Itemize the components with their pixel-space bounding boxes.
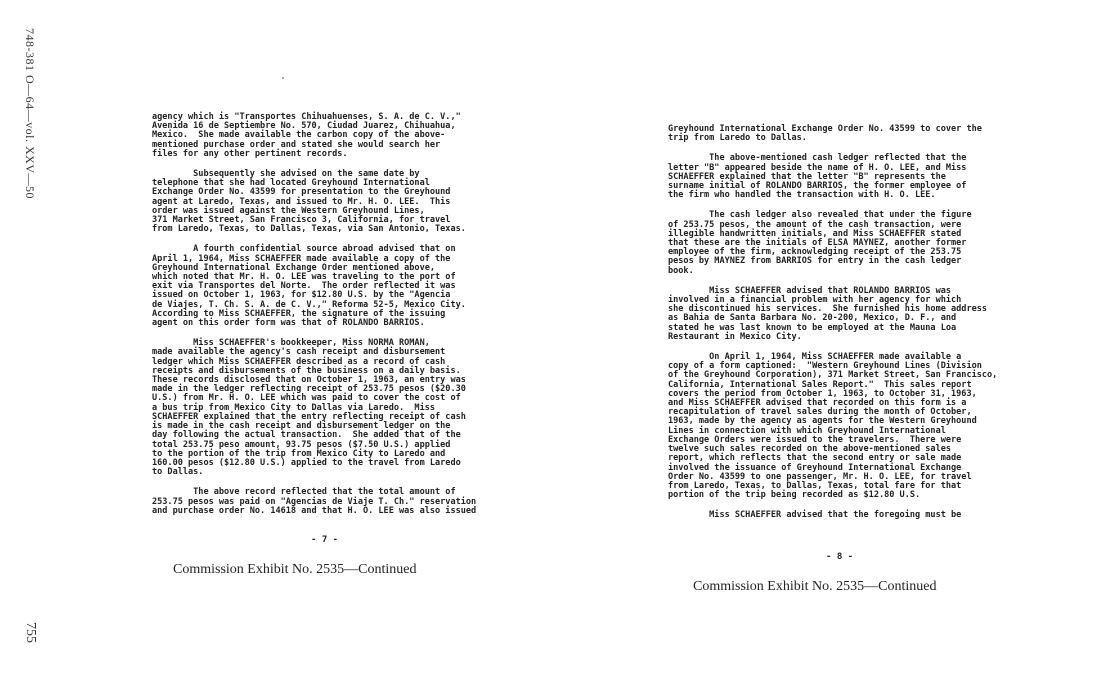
left-exhibit-caption: Commission Exhibit No. 2535—Continued <box>173 562 417 577</box>
right-paragraph-5: On April 1, 1964, Miss SCHAEFFER made available a copy of a form captioned: "Western Greyhound Lines (Division of the Greyhound Corporation), 371 Market Street, San Francisco, California, International Sales Report." This sales report covers the period from October 1, 1963, to October 31, 1963, and Miss SCHAEFFER advised that recorded on this form is a recapitulation of travel sales during the month of October, 1963, made by the agency as agents for the Western Greyhound Lines in connection with which Greyhound International Exchange Orders were issued to the travelers. There were twelve such sales recorded on the above-mentioned sales report, which reflects that the second entry or sale made involved the issuance of Greyhound International Exchange Order No. 43599 to one passenger, Mr. H. O. LEE, for travel from Laredo, Texas, to Dallas, Texas, total fare for that portion of the trip being recorded as $12.80 U.S. <box>668 352 998 501</box>
left-paragraph-1: agency which is "Transportes Chihuahuenses, S. A. de C. V.," Avenida 16 de Septiembre No. 570, Ciudad Juarez, Chihuahua, Mexico. She made available the carbon copy of the above- mentioned purchase order and stated she would search her files for any other pertinent records. <box>152 112 461 159</box>
scan-speck <box>282 77 284 79</box>
left-paragraph-5: The above record reflected that the total amount of 253.75 pesos was paid on "Agencias de Viaje T. Ch." reservation and purchase order No. 14618 and that H. O. LEE was also issued <box>152 487 477 516</box>
right-page-body <box>668 125 1020 532</box>
right-exhibit-caption: Commission Exhibit No. 2535—Continued <box>693 579 937 594</box>
left-page-body <box>152 113 514 527</box>
left-page-number: - 7 - <box>311 535 339 545</box>
right-paragraph-2: The above-mentioned cash ledger reflected that the letter "B" appeared beside the name of H. O. LEE, and Miss SCHAEFFER explained that the letter "B" represents the surname initial of ROLANDO BARRIOS, the former employee of the firm who handled the transaction with H. O. LEE. <box>668 153 967 201</box>
left-paragraph-4: Miss SCHAEFFER's bookkeeper, Miss NORMA ROMAN, made available the agency's cash receipt and disbursement ledger which Miss SCHAEFFER described as a record of cash receipts and disbursements of the business on a daily basis. These records disclosed that on October 1, 1963, an entry was made in the ledger reflecting receipt of 253.75 pesos ($20.30 U.S.) from Mr. H. O. LEE which was paid to cover the cost of a bus trip from Mexico City to Dallas via Laredo. Miss SCHAEFFER explained that the entry reflecting receipt of cash is made in the cash receipt and disbursement ledger on the day following the actual transaction. She added that of the total 253.75 peso amount, 93.75 pesos ($7.50 U.S.) applied to the portion of the trip from Mexico City to Laredo and 160.00 pesos ($12.80 U.S.) applied to the travel from Laredo to Dallas. <box>152 338 466 478</box>
right-paragraph-4: Miss SCHAEFFER advised that ROLANDO BARRIOS was involved in a financial problem with her agency for which she discontinued his services. She furnished his home address as Bahia de Santa Barbara No. 20-200, Mexico, D. F., and stated he was last known to be employed at the Mauna Loa Restaurant in Mexico City. <box>668 285 988 342</box>
left-paragraph-3: A fourth confidential source abroad advised that on April 1, 1964, Miss SCHAEFFER made available a copy of the Greyhound International Exchange Order mentioned above, which noted that Mr. H. O. LEE was traveling to the port of exit via Transportes del Norte. The order reflected it was issued on October 1, 1963, for $12.80 U.S. by the "Agencia de Viajes, T. Ch. S. A. de C. V.," Reforma 52-5, Mexico City. According to Miss SCHAEFFER, the signature of the issuing agent on this order form was that of ROLANDO BARRIOS. <box>152 244 466 329</box>
margin-page-number: 755 <box>23 622 38 643</box>
volume-margin-note: 748-381 O—64—vol. XXV—50 <box>23 28 37 199</box>
left-paragraph-2: Subsequently she advised on the same date by telephone that she had located Greyhound International Exchange Order No. 43599 for presentation to the Greyhound agent at Laredo, Texas, and issued to Mr. H. O. LEE. This order was issued against the Western Greyhound Lines, 371 Market Street, San Francisco 3, California, for travel from Laredo, Texas, to Dallas, Texas, via San Antonio, Texas. <box>152 169 466 235</box>
right-paragraph-3: The cash ledger also revealed that under the figure of 253.75 pesos, the amount of the cash transaction, were illegible handwritten initials, and Miss SCHAEFFER stated that these are the initials of ELSA MAYNEZ, another former employee of the firm, acknowledging receipt of the 253.75 pesos by MAYNEZ from BARRIOS for entry in the cash ledger book. <box>668 210 972 276</box>
right-paragraph-6: Miss SCHAEFFER advised that the foregoing must be <box>668 510 962 521</box>
right-page-number: - 8 - <box>826 552 854 562</box>
right-paragraph-1: Greyhound International Exchange Order No. 43599 to cover the trip from Laredo to Dallas. <box>668 124 982 144</box>
